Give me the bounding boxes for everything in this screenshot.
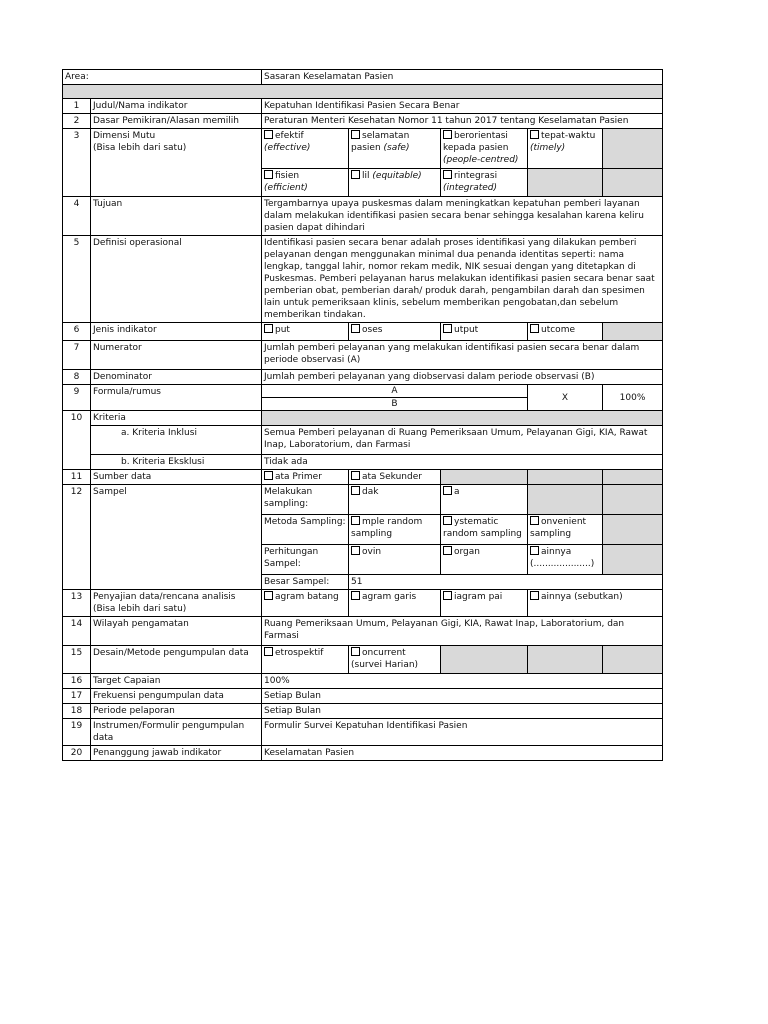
row-label: Dasar Pemikiran/Alasan memilih — [91, 114, 262, 129]
row-label: Sampel — [91, 485, 262, 590]
row-label: Wilayah pengamatan — [91, 617, 262, 646]
row-number: 15 — [63, 646, 91, 674]
gray-cell — [528, 646, 603, 674]
gray-cell — [603, 646, 663, 674]
checkbox[interactable] — [264, 591, 273, 600]
checkbox[interactable] — [351, 591, 360, 600]
row-3-a — [63, 129, 663, 169]
row-1 — [63, 99, 663, 114]
sheet-title: Sasaran Keselamatan Pasien — [262, 70, 663, 85]
row-label: Periode pelaporan — [91, 704, 262, 719]
checkbox[interactable] — [351, 516, 360, 525]
row-number: 18 — [63, 704, 91, 719]
row-number: 13 — [63, 590, 91, 617]
empty-cell — [63, 455, 91, 470]
row-16 — [63, 674, 663, 689]
present-opt-other[interactable]: ainnya (sebutkan) — [528, 590, 663, 617]
calc-label: Perhitungan Sampel: — [262, 545, 349, 575]
checkbox[interactable] — [351, 471, 360, 480]
gray-cell — [603, 545, 663, 575]
sampling-opt-yes[interactable]: a — [441, 485, 528, 515]
checkbox[interactable] — [264, 471, 273, 480]
checkbox[interactable] — [351, 130, 360, 139]
formula-fraction — [262, 385, 528, 411]
empty-cell — [63, 426, 91, 455]
method-opt-simple-random[interactable]: mple random sampling — [349, 515, 441, 545]
checkbox[interactable] — [351, 647, 360, 656]
row-17 — [63, 689, 663, 704]
design-opt-retrospective[interactable]: etrospektif — [262, 646, 349, 674]
gray-cell — [603, 129, 663, 169]
type-opt-process[interactable]: oses — [349, 323, 441, 341]
row-label: Instrumen/Formulir pengumpulan data — [91, 719, 262, 746]
row-14 — [63, 617, 663, 646]
row-4 — [63, 197, 663, 236]
gray-cell — [528, 470, 603, 485]
source-opt-secondary[interactable]: ata Sekunder — [349, 470, 441, 485]
row-number: 17 — [63, 689, 91, 704]
row-10 — [63, 411, 663, 426]
checkbox[interactable] — [443, 130, 452, 139]
method-label: Metoda Sampling: — [262, 515, 349, 545]
checkbox[interactable] — [264, 324, 273, 333]
row-number: 20 — [63, 746, 91, 761]
checkbox[interactable] — [530, 591, 539, 600]
row-label: Numerator — [91, 341, 262, 370]
row-15 — [63, 646, 663, 674]
gray-spacer — [63, 85, 663, 99]
responsible-value: Keselamatan Pasien — [262, 746, 663, 761]
inclusion-value: Semua Pemberi pelayanan di Ruang Pemeriksaan Umum, Pelayanan Gigi, KIA, Rawat Inap, Laboratorium, dan Farmasi — [262, 426, 663, 455]
quality-opt-equitable[interactable]: lil (equitable) — [349, 169, 441, 197]
row-number: 9 — [63, 385, 91, 411]
gray-cell — [603, 515, 663, 545]
checkbox[interactable] — [443, 546, 452, 555]
observation-area-value: Ruang Pemeriksaan Umum, Pelayanan Gigi, KIA, Rawat Inap, Laboratorium, dan Farmasi — [262, 617, 663, 646]
row-number: 6 — [63, 323, 91, 341]
inclusion-label: a. Kriteria Inklusi — [91, 426, 262, 455]
numerator-value: Jumlah pemberi pelayanan yang melakukan identifikasi pasien secara benar dalam periode observasi (A) — [262, 341, 663, 370]
row-8 — [63, 370, 663, 385]
empty-cell — [441, 575, 528, 590]
row-label: Target Capaian — [91, 674, 262, 689]
row-10-inklusi — [63, 426, 663, 455]
row-number: 4 — [63, 197, 91, 236]
empty-cell — [603, 575, 663, 590]
checkbox[interactable] — [530, 130, 539, 139]
checkbox[interactable] — [443, 516, 452, 525]
gray-cell — [603, 470, 663, 485]
row-label: Denominator — [91, 370, 262, 385]
checkbox[interactable] — [530, 516, 539, 525]
checkbox[interactable] — [530, 546, 539, 555]
checkbox[interactable] — [530, 324, 539, 333]
method-opt-convenient[interactable]: onvenient sampling — [528, 515, 603, 545]
present-opt-bar[interactable]: agram batang — [262, 590, 349, 617]
row-label: Judul/Nama indikator — [91, 99, 262, 114]
row-number: 8 — [63, 370, 91, 385]
indicator-table — [62, 69, 663, 761]
row-19 — [63, 719, 663, 746]
gray-cell — [528, 169, 603, 197]
spacer-row — [63, 85, 663, 99]
row-number: 14 — [63, 617, 91, 646]
checkbox[interactable] — [264, 130, 273, 139]
type-opt-outcome[interactable]: utcome — [528, 323, 603, 341]
row-number: 5 — [63, 236, 91, 323]
row-number: 19 — [63, 719, 91, 746]
row-label: Definisi operasional — [91, 236, 262, 323]
calc-opt-morgan[interactable]: organ — [441, 545, 528, 575]
row-18 — [63, 704, 663, 719]
row-number: 3 — [63, 129, 91, 197]
present-opt-pie[interactable]: iagram pai — [441, 590, 528, 617]
checkbox[interactable] — [443, 324, 452, 333]
row-number: 16 — [63, 674, 91, 689]
row-number: 12 — [63, 485, 91, 590]
denominator-value: Jumlah pemberi pelayanan yang diobservasi dalam periode observasi (B) — [262, 370, 663, 385]
gray-cell — [603, 169, 663, 197]
row-7 — [63, 341, 663, 370]
exclusion-value: Tidak ada — [262, 455, 663, 470]
formula-numerator: A — [391, 386, 398, 396]
row-9 — [63, 385, 663, 411]
row-number: 11 — [63, 470, 91, 485]
row-number: 10 — [63, 411, 91, 426]
row-2 — [63, 114, 663, 129]
checkbox[interactable] — [443, 486, 452, 495]
row-10-eksklusi — [63, 455, 663, 470]
row-label: Jenis indikator — [91, 323, 262, 341]
checkbox[interactable] — [443, 591, 452, 600]
formula-denominator: B — [391, 399, 398, 409]
method-opt-systematic[interactable]: ystematic random sampling — [441, 515, 528, 545]
row-12-a — [63, 485, 663, 515]
row-20 — [63, 746, 663, 761]
present-opt-line[interactable]: agram garis — [349, 590, 441, 617]
row-label: Kriteria — [91, 411, 262, 426]
checkbox[interactable] — [443, 170, 452, 179]
formula-percent: 100% — [603, 385, 663, 411]
sample-size-label: Besar Sampel: — [262, 575, 349, 590]
sampling-label: Melakukan sampling: — [262, 485, 349, 515]
checkbox[interactable] — [351, 170, 360, 179]
row-11 — [63, 470, 663, 485]
row-label: Sumber data — [91, 470, 262, 485]
quality-opt-effective[interactable]: efektif (effective) — [262, 129, 349, 169]
gray-cell — [441, 646, 528, 674]
quality-opt-people-centred[interactable]: berorientasi kepada pasien (people-centred) — [441, 129, 528, 169]
checkbox[interactable] — [351, 486, 360, 495]
operational-definition: Identifikasi pasien secara benar adalah proses identifikasi yang dilakukan pemberi pelayanan dengan menggunakan minimal dua penanda identitas seperti: nama lengkap, tanggal lahir, nomor rekam medik, NIK sesuai dengan yang ditetapkan di Puskesmas. Pemberi pelayanan harus melakukan identifikasi pasien secara benar saat pemberian obat, pemberian darah/ produk darah, pengambilan darah dan spesimen lain untuk pemeriksaan klinis, sebelum memberikan pengobatan,dan sebelum memberikan tindakan. — [262, 236, 663, 323]
indicator-title: Kepatuhan Identifikasi Pasien Secara Benar — [262, 99, 663, 114]
sampling-opt-no[interactable]: dak — [349, 485, 441, 515]
row-13 — [63, 590, 663, 617]
gray-cell — [441, 470, 528, 485]
row-number: 2 — [63, 114, 91, 129]
row-label: Penanggung jawab indikator — [91, 746, 262, 761]
row-label: Dimensi Mutu (Bisa lebih dari satu) — [91, 129, 262, 197]
quality-opt-efficient[interactable]: fisien (efficient) — [262, 169, 349, 197]
row-label: Penyajian data/rencana analisis (Bisa lebih dari satu) — [91, 590, 262, 617]
checkbox[interactable] — [351, 324, 360, 333]
checkbox[interactable] — [264, 170, 273, 179]
indicator-profile-sheet — [62, 69, 662, 761]
row-label: Formula/rumus — [91, 385, 262, 411]
header-row — [63, 70, 663, 85]
type-opt-output[interactable]: utput — [441, 323, 528, 341]
gray-cell — [262, 411, 663, 426]
type-opt-input[interactable]: put — [262, 323, 349, 341]
row-label: Desain/Metode pengumpulan data — [91, 646, 262, 674]
checkbox[interactable] — [264, 647, 273, 656]
reporting-period-value: Setiap Bulan — [262, 704, 663, 719]
row-label: Tujuan — [91, 197, 262, 236]
instrument-value: Formulir Survei Kepatuhan Identifikasi Pasien — [262, 719, 663, 746]
gray-cell — [603, 323, 663, 341]
design-opt-concurrent[interactable]: oncurrent (survei Harian) — [349, 646, 441, 674]
row-number: 7 — [63, 341, 91, 370]
checkbox[interactable] — [351, 546, 360, 555]
row-label: Frekuensi pengumpulan data — [91, 689, 262, 704]
target-value: 100% — [262, 674, 663, 689]
empty-cell — [528, 575, 603, 590]
row-number: 1 — [63, 99, 91, 114]
sample-size-value: 51 — [349, 575, 441, 590]
gray-cell — [528, 485, 603, 515]
objective-value: Tergambarnya upaya puskesmas dalam meningkatkan kepatuhan pemberi layanan dalam melakukan identifikasi pasien secara benar sehingga kesalahan karena keliru pasien dapat dihindari — [262, 197, 663, 236]
row-6 — [63, 323, 663, 341]
quality-opt-safe[interactable]: selamatan pasien (safe) — [349, 129, 441, 169]
formula-times: X — [528, 385, 603, 411]
rationale-value: Peraturan Menteri Kesehatan Nomor 11 tahun 2017 tentang Keselamatan Pasien — [262, 114, 663, 129]
calc-opt-slovin[interactable]: ovin — [349, 545, 441, 575]
area-label: Area: — [63, 70, 262, 85]
quality-opt-integrated[interactable]: rintegrasi (integrated) — [441, 169, 528, 197]
calc-opt-other[interactable]: ainnya (....................) — [528, 545, 603, 575]
row-5 — [63, 236, 663, 323]
frequency-value: Setiap Bulan — [262, 689, 663, 704]
gray-cell — [603, 485, 663, 515]
source-opt-primary[interactable]: ata Primer — [262, 470, 349, 485]
quality-opt-timely[interactable]: tepat-waktu (timely) — [528, 129, 603, 169]
exclusion-label: b. Kriteria Eksklusi — [91, 455, 262, 470]
